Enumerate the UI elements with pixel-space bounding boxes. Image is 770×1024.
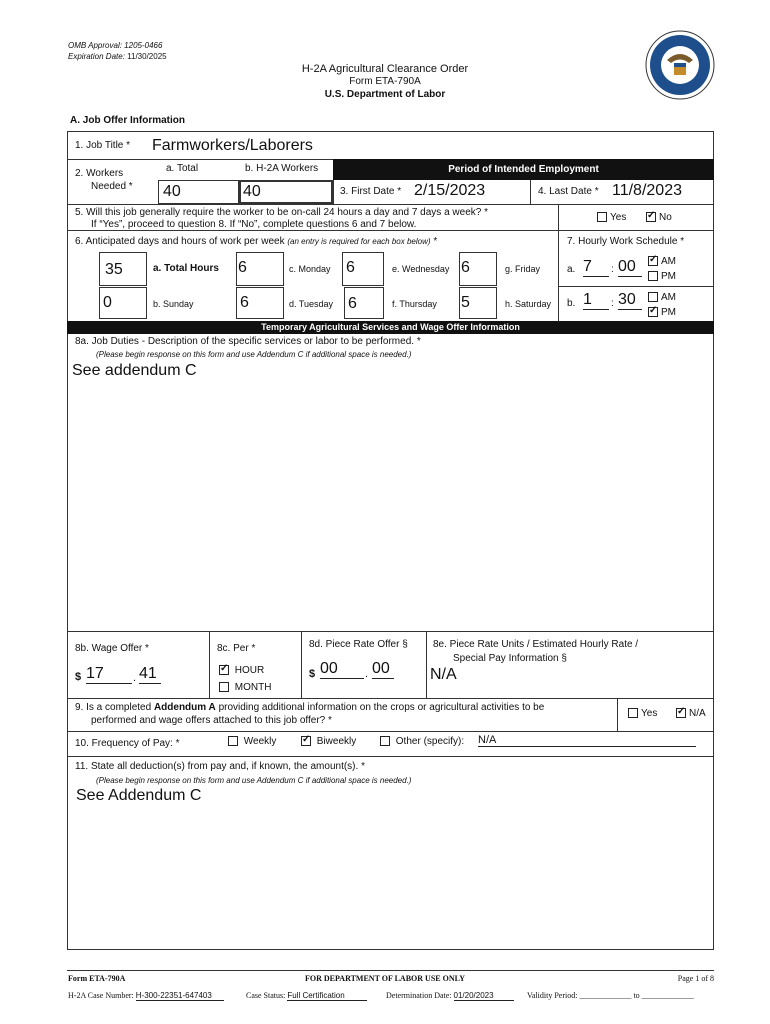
last-date-label: 4. Last Date * xyxy=(538,186,599,197)
schedule-a-pm[interactable]: PM xyxy=(648,271,676,282)
q8a-label: 8a. Job Duties - Description of the specific services or labor to be performed. * xyxy=(75,336,421,347)
expiration-label: Expiration Date: 11/30/2025 xyxy=(68,52,167,61)
checkmark-icon[interactable] xyxy=(676,708,686,718)
q10-biweekly-option[interactable]: ✓ Biweekly xyxy=(301,736,356,747)
first-date-value[interactable]: 2/15/2023 xyxy=(414,182,486,199)
checkbox-icon[interactable] xyxy=(219,682,229,692)
form-title: H-2A Agricultural Clearance Order xyxy=(301,63,469,75)
total-hours-value: 35 xyxy=(105,261,123,278)
checkbox-icon[interactable] xyxy=(648,271,658,281)
expiration-value: 11/30/2025 xyxy=(127,52,167,61)
workers-label-1: 2. Workers xyxy=(75,168,124,179)
q5-no-option[interactable]: ✓ No xyxy=(646,212,672,223)
q8b-label: 8b. Wage Offer * xyxy=(75,643,149,654)
schedule-b-minute[interactable]: 30 xyxy=(618,291,642,310)
q9-line1: 9. Is a completed Addendum A providing additional information on the crops or agricultural activities to be xyxy=(75,702,545,713)
q10-label: 10. Frequency of Pay: * xyxy=(75,738,180,749)
checkmark-icon[interactable] xyxy=(219,665,229,675)
total-workers-label: a. Total xyxy=(166,163,199,174)
q8d-dollars[interactable]: 00 xyxy=(320,660,364,679)
footer-page: Page 1 of 8 xyxy=(677,974,714,983)
schedule-a-colon: : xyxy=(611,264,614,275)
total-workers-value: 40 xyxy=(163,183,181,200)
q6-label: 6. Anticipated days and hours of work per week (an entry is required for each box below) * xyxy=(75,236,438,247)
h2a-workers-value: 40 xyxy=(243,183,261,200)
total-hours-label: a. Total Hours xyxy=(153,263,219,274)
monday-label: c. Monday xyxy=(289,264,331,274)
q10-other-option[interactable]: Other (specify): xyxy=(380,736,464,747)
schedule-a-minute[interactable]: 00 xyxy=(618,258,642,277)
q10-weekly-option[interactable]: Weekly xyxy=(228,736,276,747)
tuesday-label: d. Tuesday xyxy=(289,299,334,309)
monday-value: 6 xyxy=(346,259,355,276)
wednesday-value: 6 xyxy=(461,259,470,276)
schedule-b-hour[interactable]: 1 xyxy=(583,291,609,310)
schedule-a-label: a. xyxy=(567,264,576,275)
checkbox-icon[interactable] xyxy=(228,736,238,746)
form-number: Form ETA-790A xyxy=(349,76,421,87)
q9-na-option[interactable]: ✓ N/A xyxy=(676,708,706,719)
saturday-label: h. Saturday xyxy=(505,299,552,309)
h2a-workers-label: b. H-2A Workers xyxy=(245,163,319,174)
q8e-value[interactable]: N/A xyxy=(430,666,457,683)
sunday-label: b. Sunday xyxy=(153,299,194,309)
total-hours-hand: 6 xyxy=(238,259,247,276)
dol-seal-icon xyxy=(645,30,715,100)
footer-form: Form ETA-790A xyxy=(68,974,126,983)
checkmark-icon[interactable] xyxy=(648,307,658,317)
schedule-b-label: b. xyxy=(567,298,576,309)
checkmark-icon[interactable] xyxy=(646,212,656,222)
q8b-dot: . xyxy=(133,672,137,684)
checkbox-icon[interactable] xyxy=(597,212,607,222)
footer-case-number: H-2A Case Number: H-300-22351-647403 xyxy=(68,991,224,1001)
schedule-b-colon: : xyxy=(611,298,614,309)
q8b-dollar: $ xyxy=(75,671,82,683)
q11-label: 11. State all deduction(s) from pay and, if known, the amount(s). * xyxy=(75,761,365,772)
q8c-label: 8c. Per * xyxy=(217,643,256,654)
wednesday-label: e. Wednesday xyxy=(392,264,450,274)
footer-dol-use: FOR DEPARTMENT OF LABOR USE ONLY xyxy=(305,974,465,983)
schedule-b-pm[interactable]: ✓PM xyxy=(648,307,676,318)
sunday-value: 0 xyxy=(103,294,112,311)
q8d-label: 8d. Piece Rate Offer § xyxy=(309,639,408,650)
checkmark-icon[interactable] xyxy=(301,736,311,746)
first-date-label: 3. First Date * xyxy=(340,186,402,197)
q8a-value[interactable]: See addendum C xyxy=(72,362,197,379)
period-employment-bar: Period of Intended Employment xyxy=(333,159,714,180)
friday-label: g. Friday xyxy=(505,264,541,274)
q5-line2: If “Yes”, proceed to question 8. If “No”, complete questions 6 and 7 below. xyxy=(91,219,417,230)
omb-approval: OMB Approval: 1205-0466 xyxy=(68,41,163,50)
q11-note: (Please begin response on this form and use Addendum C if additional space is needed.) xyxy=(96,776,412,785)
q8d-cents[interactable]: 00 xyxy=(372,660,394,679)
saturday-hand: 6 xyxy=(240,294,249,311)
q8e-label-1: 8e. Piece Rate Units / Estimated Hourly Rate / xyxy=(433,639,639,650)
schedule-a-hour[interactable]: 7 xyxy=(583,258,609,277)
form-outer-box xyxy=(67,131,714,950)
checkbox-icon[interactable] xyxy=(628,708,638,718)
q9-line2: performed and wage offers attached to this job offer? * xyxy=(91,715,332,726)
footer-determination: Determination Date: 01/20/2023 xyxy=(386,991,514,1001)
q11-value[interactable]: See Addendum C xyxy=(76,787,202,804)
tuesday-value: 6 xyxy=(348,295,357,312)
workers-label-2: Needed * xyxy=(91,181,133,192)
q8a-note: (Please begin response on this form and use Addendum C if additional space is needed.) xyxy=(96,350,412,359)
q7-label: 7. Hourly Work Schedule * xyxy=(567,236,685,247)
q8c-hour-option[interactable]: ✓ HOUR xyxy=(219,665,264,676)
section-a-heading: A. Job Offer Information xyxy=(70,115,185,126)
q9-yes-option[interactable]: Yes xyxy=(628,708,657,719)
q8e-label-2: Special Pay Information § xyxy=(453,653,567,664)
q8b-cents[interactable]: 41 xyxy=(139,665,161,684)
department-name: U.S. Department of Labor xyxy=(324,89,446,100)
footer-validity: Validity Period: _____________ to _____________ xyxy=(527,991,694,1000)
checkbox-icon[interactable] xyxy=(648,292,658,302)
q5-yes-option[interactable]: Yes xyxy=(597,212,626,223)
checkbox-icon[interactable] xyxy=(380,736,390,746)
q10-other-value[interactable]: N/A xyxy=(478,734,696,747)
q5-line1: 5. Will this job generally require the worker to be on-call 24 hours a day and 7 days a week? * xyxy=(75,207,489,218)
job-title-label: 1. Job Title * xyxy=(75,140,131,151)
schedule-a-am[interactable]: ✓ AM xyxy=(648,256,676,267)
q8d-dollar: $ xyxy=(309,668,316,680)
q8d-dot: . xyxy=(365,668,369,680)
footer-case-status: Case Status: Full Certification xyxy=(246,991,367,1001)
checkmark-icon[interactable] xyxy=(648,256,658,266)
last-date-value[interactable]: 11/8/2023 xyxy=(612,182,682,199)
thursday-value: 5 xyxy=(461,294,470,311)
temp-services-bar: Temporary Agricultural Services and Wage Offer Information xyxy=(67,321,714,334)
schedule-b-am[interactable]: AM xyxy=(648,292,676,303)
q8c-month-option[interactable]: MONTH xyxy=(219,682,271,693)
job-title-value[interactable]: Farmworkers/Laborers xyxy=(152,137,313,154)
thursday-label: f. Thursday xyxy=(392,299,437,309)
q8b-dollars[interactable]: 17 xyxy=(86,665,132,684)
